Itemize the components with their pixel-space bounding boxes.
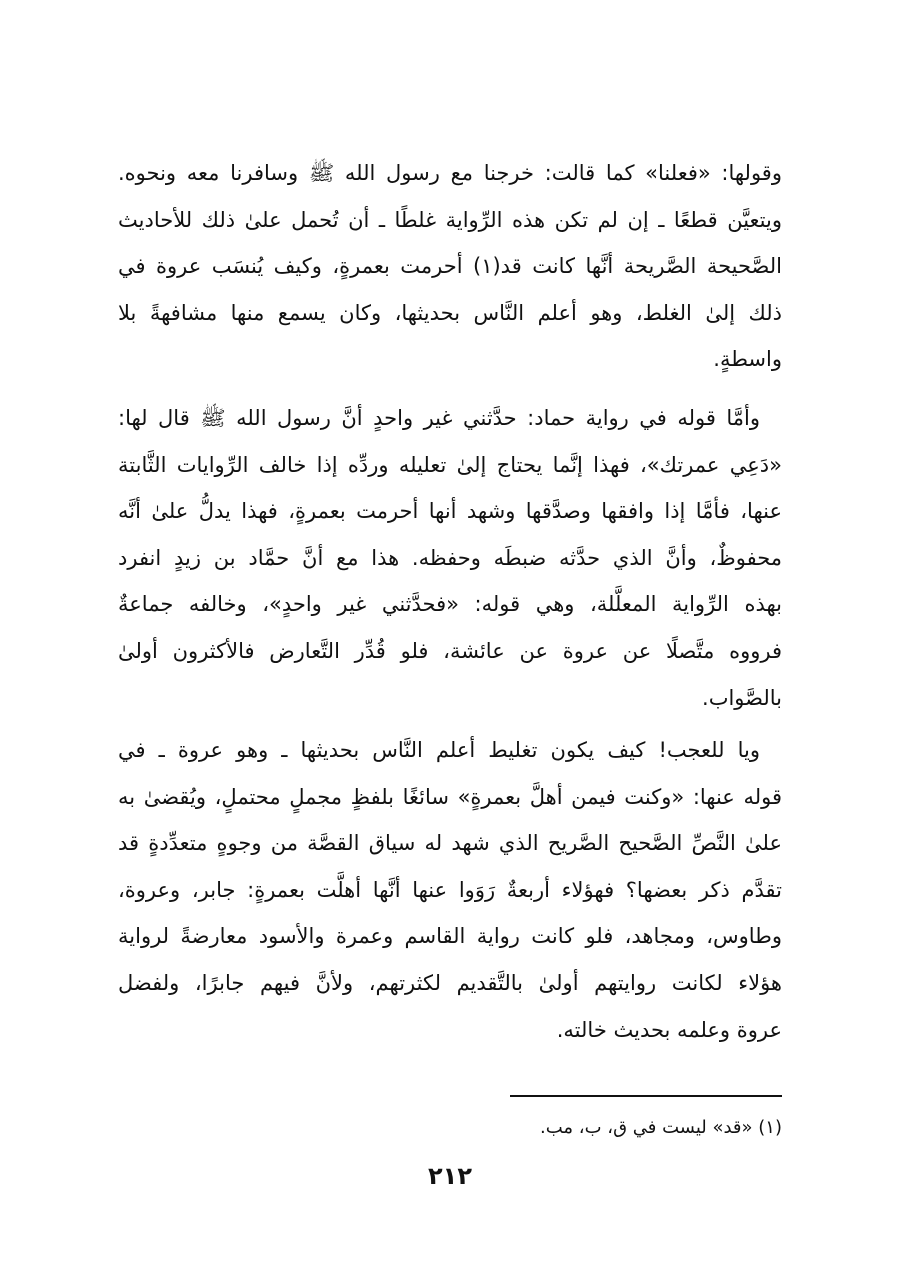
text-line: عنها، فأمَّا إذا وافقها وصدَّقها وشهد أنها أحرمت بعمرةٍ، فهذا يدلُّ علىٰ أنَّه — [118, 499, 782, 524]
text-line: ذلك إلىٰ الغلط، وهو أعلم النَّاس بحديثها، وكان يسمع منها مشافهةً بلا — [118, 300, 782, 325]
text-line: واسطةٍ. — [713, 347, 782, 372]
footnote-divider — [510, 1095, 782, 1097]
text-line: تقدَّم ذكر بعضها؟ فهؤلاء أربعةٌ رَوَوا عنها أنَّها أهلَّت بعمرةٍ: جابر، وعروة، — [118, 877, 782, 902]
text-line: بهذه الرِّواية المعلَّلة، وهي قوله: «فحدَّثني غير واحدٍ»، وخالفه جماعةٌ — [118, 592, 782, 617]
paragraph-3 — [118, 727, 782, 1053]
page-number: ٢١٢ — [428, 1162, 472, 1190]
paragraph-1 — [118, 150, 782, 383]
text-line: فرووه متَّصلًا عن عروة عن عائشة، فلو قُدِّر التَّعارض فالأكثرون أولىٰ — [118, 638, 782, 663]
text-line: محفوظٌ، وأنَّ الذي حدَّثه ضبطَه وحفظه. هذا مع أنَّ حمَّاد بن زيدٍ انفرد — [118, 545, 782, 570]
text-line: وطاوس، ومجاهد، فلو كانت رواية القاسم وعمرة والأسود معارضةً لرواية — [118, 924, 782, 949]
text-line: عروة وعلمه بحديث خالته. — [556, 1017, 782, 1042]
text-line: وقولها: «فعلنا» كما قالت: خرجنا مع رسول الله ﷺ وسافرنا معه ونحوه. — [118, 161, 782, 185]
text-line: «دَعِي عمرتك»، فهذا إنَّما يحتاج إلىٰ تعليله وردِّه إذا خالف الرِّوايات الثَّابتة — [118, 452, 782, 477]
text-line: ويتعيَّن قطعًا ـ إن لم تكن هذه الرِّواية غلطًا ـ أن تُحمل علىٰ ذلك للأحاديث — [118, 207, 782, 232]
text-line: الصَّحيحة الصَّريحة أنَّها كانت قد(١) أحرمت بعمرةٍ، وكيف يُنسَب عروة في — [118, 254, 782, 279]
text-line: قوله عنها: «وكنت فيمن أهلَّ بعمرةٍ» سائغًا بلفظٍ مجملٍ محتملٍ، ويُقضىٰ به — [118, 784, 782, 809]
text-line: وأمَّا قوله في رواية حماد: حدَّثني غير واحدٍ أنَّ رسول الله ﷺ قال لها: — [118, 406, 760, 430]
paragraph-2 — [118, 395, 782, 721]
footnote: (١) «قد» ليست في ق، ب، مب. — [540, 1117, 782, 1138]
text-line: هؤلاء لكانت روايتهم أولىٰ بالتَّقديم لكثرتهم، ولأنَّ فيهم جابرًا، ولفضل — [118, 970, 782, 995]
text-line: ويا للعجب! كيف يكون تغليط أعلم النَّاس بحديثها ـ وهو عروة ـ في — [118, 738, 760, 762]
text-line: بالصَّواب. — [702, 685, 782, 710]
text-line: علىٰ النَّصِّ الصَّحيح الصَّريح الذي شهد له سياق القصَّة من وجوهٍ متعدِّدةٍ قد — [118, 831, 782, 856]
